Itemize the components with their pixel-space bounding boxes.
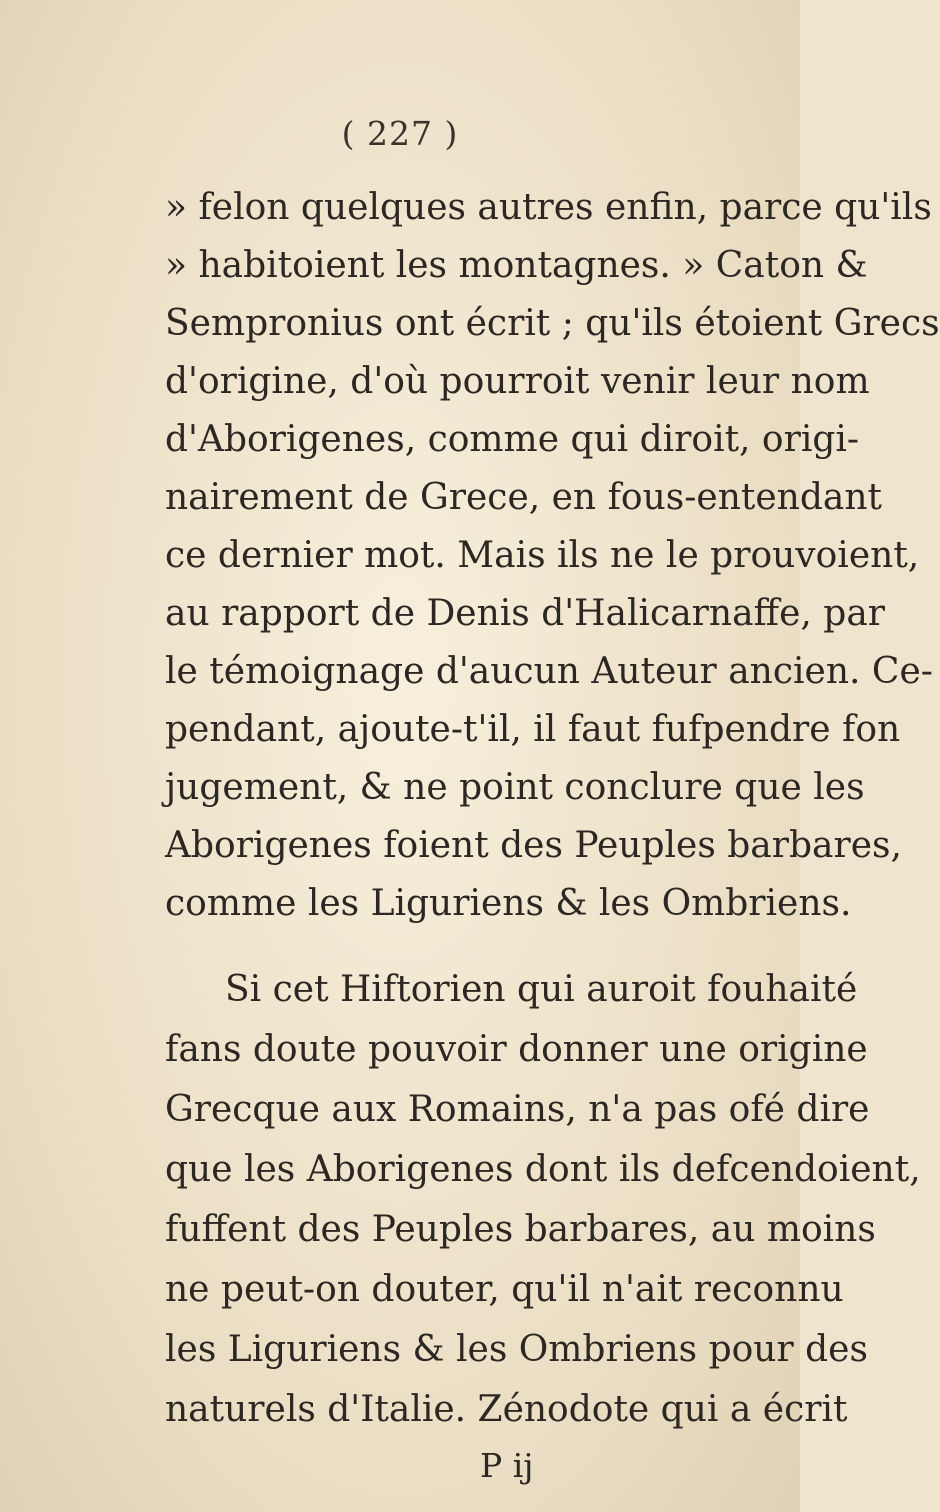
text-line: comme les Liguriens & les Ombriens. <box>165 883 852 924</box>
text-line: fuffent des Peuples barbares, au moins <box>165 1209 876 1250</box>
text-line: naturels d'Italie. Zénodote qui a écrit <box>165 1389 848 1430</box>
text-line: jugement, & ne point conclure que les <box>165 767 865 808</box>
text-line: le témoignage d'aucun Auteur ancien. Ce- <box>165 651 933 692</box>
text-line: fans doute pouvoir donner une origine <box>165 1029 868 1070</box>
text-line: au rapport de Denis d'Halicarnaffe, par <box>165 593 886 634</box>
text-line: pendant, ajoute-t'il, il faut fufpendre fon <box>165 709 901 750</box>
text-line: Aborigenes foient des Peuples barbares, <box>165 825 902 866</box>
text-line: ce dernier mot. Mais ils ne le prouvoient, <box>165 535 920 576</box>
text-line: d'Aborigenes, comme qui diroit, origi- <box>165 419 860 460</box>
text-line: les Liguriens & les Ombriens pour des <box>165 1329 868 1370</box>
text-line: » habitoient les montagnes. » Caton & <box>165 245 868 286</box>
text-line: Grecque aux Romains, n'a pas ofé dire <box>165 1089 870 1130</box>
text-line: Si cet Hiftorien qui auroit fouhaité <box>225 969 858 1010</box>
text-line: nairement de Grece, en fous-entendant <box>165 477 882 518</box>
text-line: d'origine, d'où pourroit venir leur nom <box>165 361 870 402</box>
signature-mark: P ij <box>480 1446 534 1485</box>
text-line: que les Aborigenes dont ils defcendoient, <box>165 1149 921 1190</box>
text-line: Sempronius ont écrit ; qu'ils étoient Grecs <box>165 303 940 344</box>
text-line: ne peut-on douter, qu'il n'ait reconnu <box>165 1269 844 1310</box>
page-number: ( 227 ) <box>341 114 459 153</box>
text-line: » felon quelques autres enfin, parce qu'ils <box>165 187 932 228</box>
